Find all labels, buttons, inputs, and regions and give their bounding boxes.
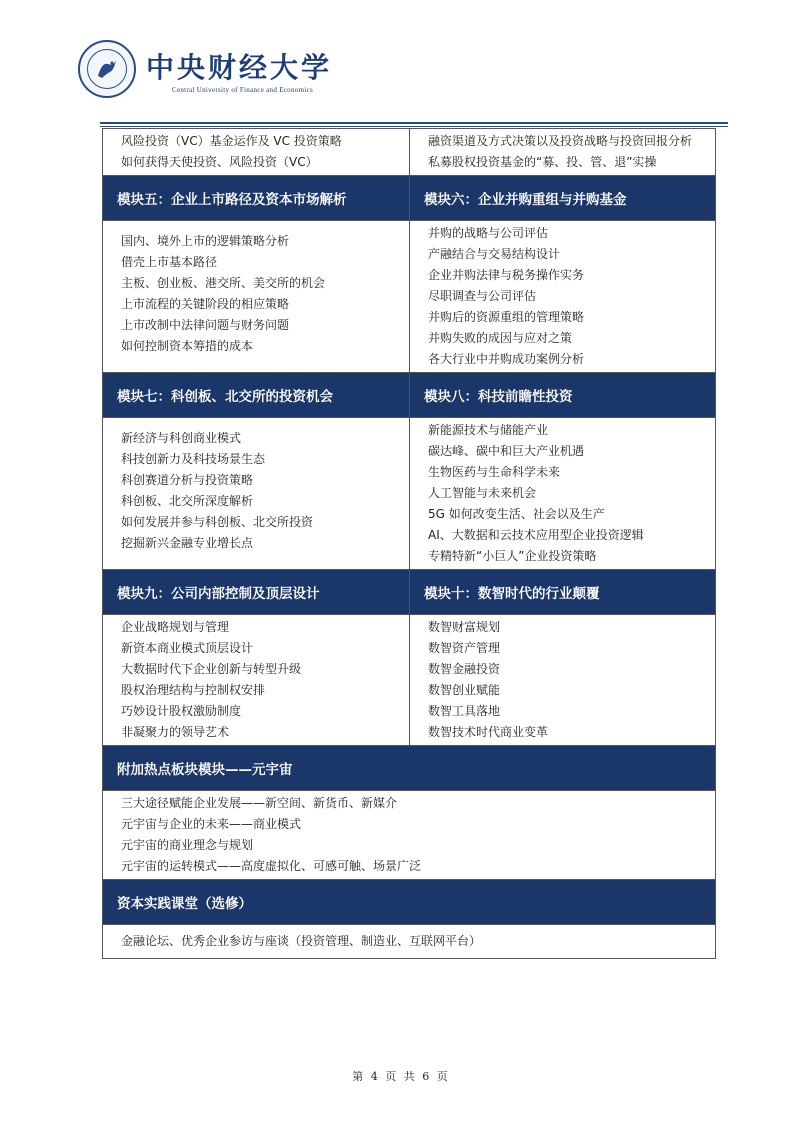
page-header [78, 40, 728, 120]
list-item: 元宇宙的商业理念与规划 [121, 838, 254, 852]
list-item: 新经济与科创商业模式 [121, 431, 242, 445]
list-item: 专精特新“小巨人”企业投资策略 [428, 549, 597, 563]
table-row [103, 924, 715, 958]
list-item: 数智工具落地 [428, 704, 501, 718]
table-row [103, 220, 715, 372]
table-cell [409, 615, 715, 745]
table-cell [103, 221, 409, 372]
list-item: 企业并购法律与税务操作实务 [428, 268, 585, 282]
list-item: 各大行业中并购成功案例分析 [428, 352, 585, 366]
table-cell [103, 615, 409, 745]
module-header-row [103, 745, 715, 790]
list-item: 数智金融投资 [428, 662, 501, 676]
university-name-en: Central University of Finance and Economics [172, 86, 314, 94]
list-item: 生物医药与生命科学未来 [428, 465, 561, 479]
table-cell [409, 129, 715, 175]
list-item: 如何发展并参与科创板、北交所投资 [121, 515, 314, 529]
list-item: 上市流程的关键阶段的相应策略 [121, 297, 290, 311]
table-row [103, 790, 715, 879]
list-item: 新能源技术与储能产业 [428, 423, 549, 437]
list-item: 如何控制资本筹措的成本 [121, 339, 254, 353]
list-item: 巧妙设计股权激励制度 [121, 704, 242, 718]
module-header-row [103, 569, 715, 614]
list-item: 碳达峰、碳中和巨大产业机遇 [428, 444, 585, 458]
list-item: 元宇宙的运转模式——高度虚拟化、可感可触、场景广泛 [121, 859, 422, 873]
list-item: 并购的战略与公司评估 [428, 226, 549, 240]
table-row [103, 614, 715, 745]
list-item: 5G 如何改变生活、社会以及生产 [428, 507, 605, 521]
list-item: 股权治理结构与控制权安排 [121, 683, 266, 697]
list-item: 尽职调查与公司评估 [428, 289, 537, 303]
module-title: 模块十：数智时代的行业颠覆 [409, 570, 715, 614]
table-cell [409, 221, 715, 372]
list-item: 主板、创业板、港交所、美交所的机会 [121, 276, 326, 290]
list-item: 人工智能与未来机会 [428, 486, 537, 500]
list-item: 金融论坛、优秀企业参访与座谈（投资管理、制造业、互联网平台） [121, 934, 482, 948]
list-item: 企业战略规划与管理 [121, 620, 230, 634]
university-name-cn: 中央财经大学 [146, 51, 333, 84]
header-divider-thin [100, 126, 728, 127]
list-item: 数智创业赋能 [428, 683, 501, 697]
module-header-row [103, 175, 715, 220]
module-title: 模块九：公司内部控制及顶层设计 [103, 570, 409, 614]
course-table [102, 128, 716, 959]
list-item: AI、大数据和云技术应用型企业投资逻辑 [428, 528, 644, 542]
list-item: 非凝聚力的领导艺术 [121, 725, 230, 739]
list-item: 数智技术时代商业变革 [428, 725, 549, 739]
list-item: 科创赛道分析与投资策略 [121, 473, 254, 487]
university-seal-icon [78, 40, 136, 98]
list-item: 三大途径赋能企业发展——新空间、新货币、新媒介 [121, 796, 398, 810]
header-divider [100, 122, 728, 124]
module-title: 模块八：科技前瞻性投资 [409, 373, 715, 417]
list-item: 数智资产管理 [428, 641, 501, 655]
module-title: 模块五：企业上市路径及资本市场解析 [103, 176, 409, 220]
module-title: 资本实践课堂（选修） [103, 880, 715, 924]
table-cell [409, 418, 715, 569]
list-item: 融资渠道及方式决策以及投资战略与投资回报分析 [428, 134, 693, 148]
list-item: 挖掘新兴金融专业增长点 [121, 536, 254, 550]
page-number: 第 4 页 共 6 页 [352, 1070, 448, 1083]
list-item: 国内、境外上市的逻辑策略分析 [121, 234, 290, 248]
module-title: 附加热点板块模块——元宇宙 [103, 746, 715, 790]
list-item: 产融结合与交易结构设计 [428, 247, 561, 261]
table-row [103, 129, 715, 175]
list-item: 私募股权投资基金的“募、投、管、退”实操 [428, 155, 657, 169]
table-cell [103, 791, 715, 879]
module-title: 模块七：科创板、北交所的投资机会 [103, 373, 409, 417]
table-cell [103, 418, 409, 569]
table-row [103, 417, 715, 569]
module-title: 模块六：企业并购重组与并购基金 [409, 176, 715, 220]
table-cell [103, 925, 715, 958]
list-item: 科技创新力及科技场景生态 [121, 452, 266, 466]
list-item: 如何获得天使投资、风险投资（VC） [121, 155, 318, 169]
seal-emblem-icon [92, 54, 122, 84]
list-item: 上市改制中法律问题与财务问题 [121, 318, 290, 332]
list-item: 大数据时代下企业创新与转型升级 [121, 662, 302, 676]
list-item: 科创板、北交所深度解析 [121, 494, 254, 508]
list-item: 新资本商业模式顶层设计 [121, 641, 254, 655]
list-item: 并购失败的成因与应对之策 [428, 331, 573, 345]
list-item: 借壳上市基本路径 [121, 255, 218, 269]
list-item: 数智财富规划 [428, 620, 501, 634]
table-cell [103, 129, 409, 175]
module-header-row [103, 879, 715, 924]
list-item: 元宇宙与企业的未来——商业模式 [121, 817, 302, 831]
module-header-row [103, 372, 715, 417]
list-item: 并购后的资源重组的管理策略 [428, 310, 585, 324]
list-item: 风险投资（VC）基金运作及 VC 投资策略 [121, 134, 342, 148]
